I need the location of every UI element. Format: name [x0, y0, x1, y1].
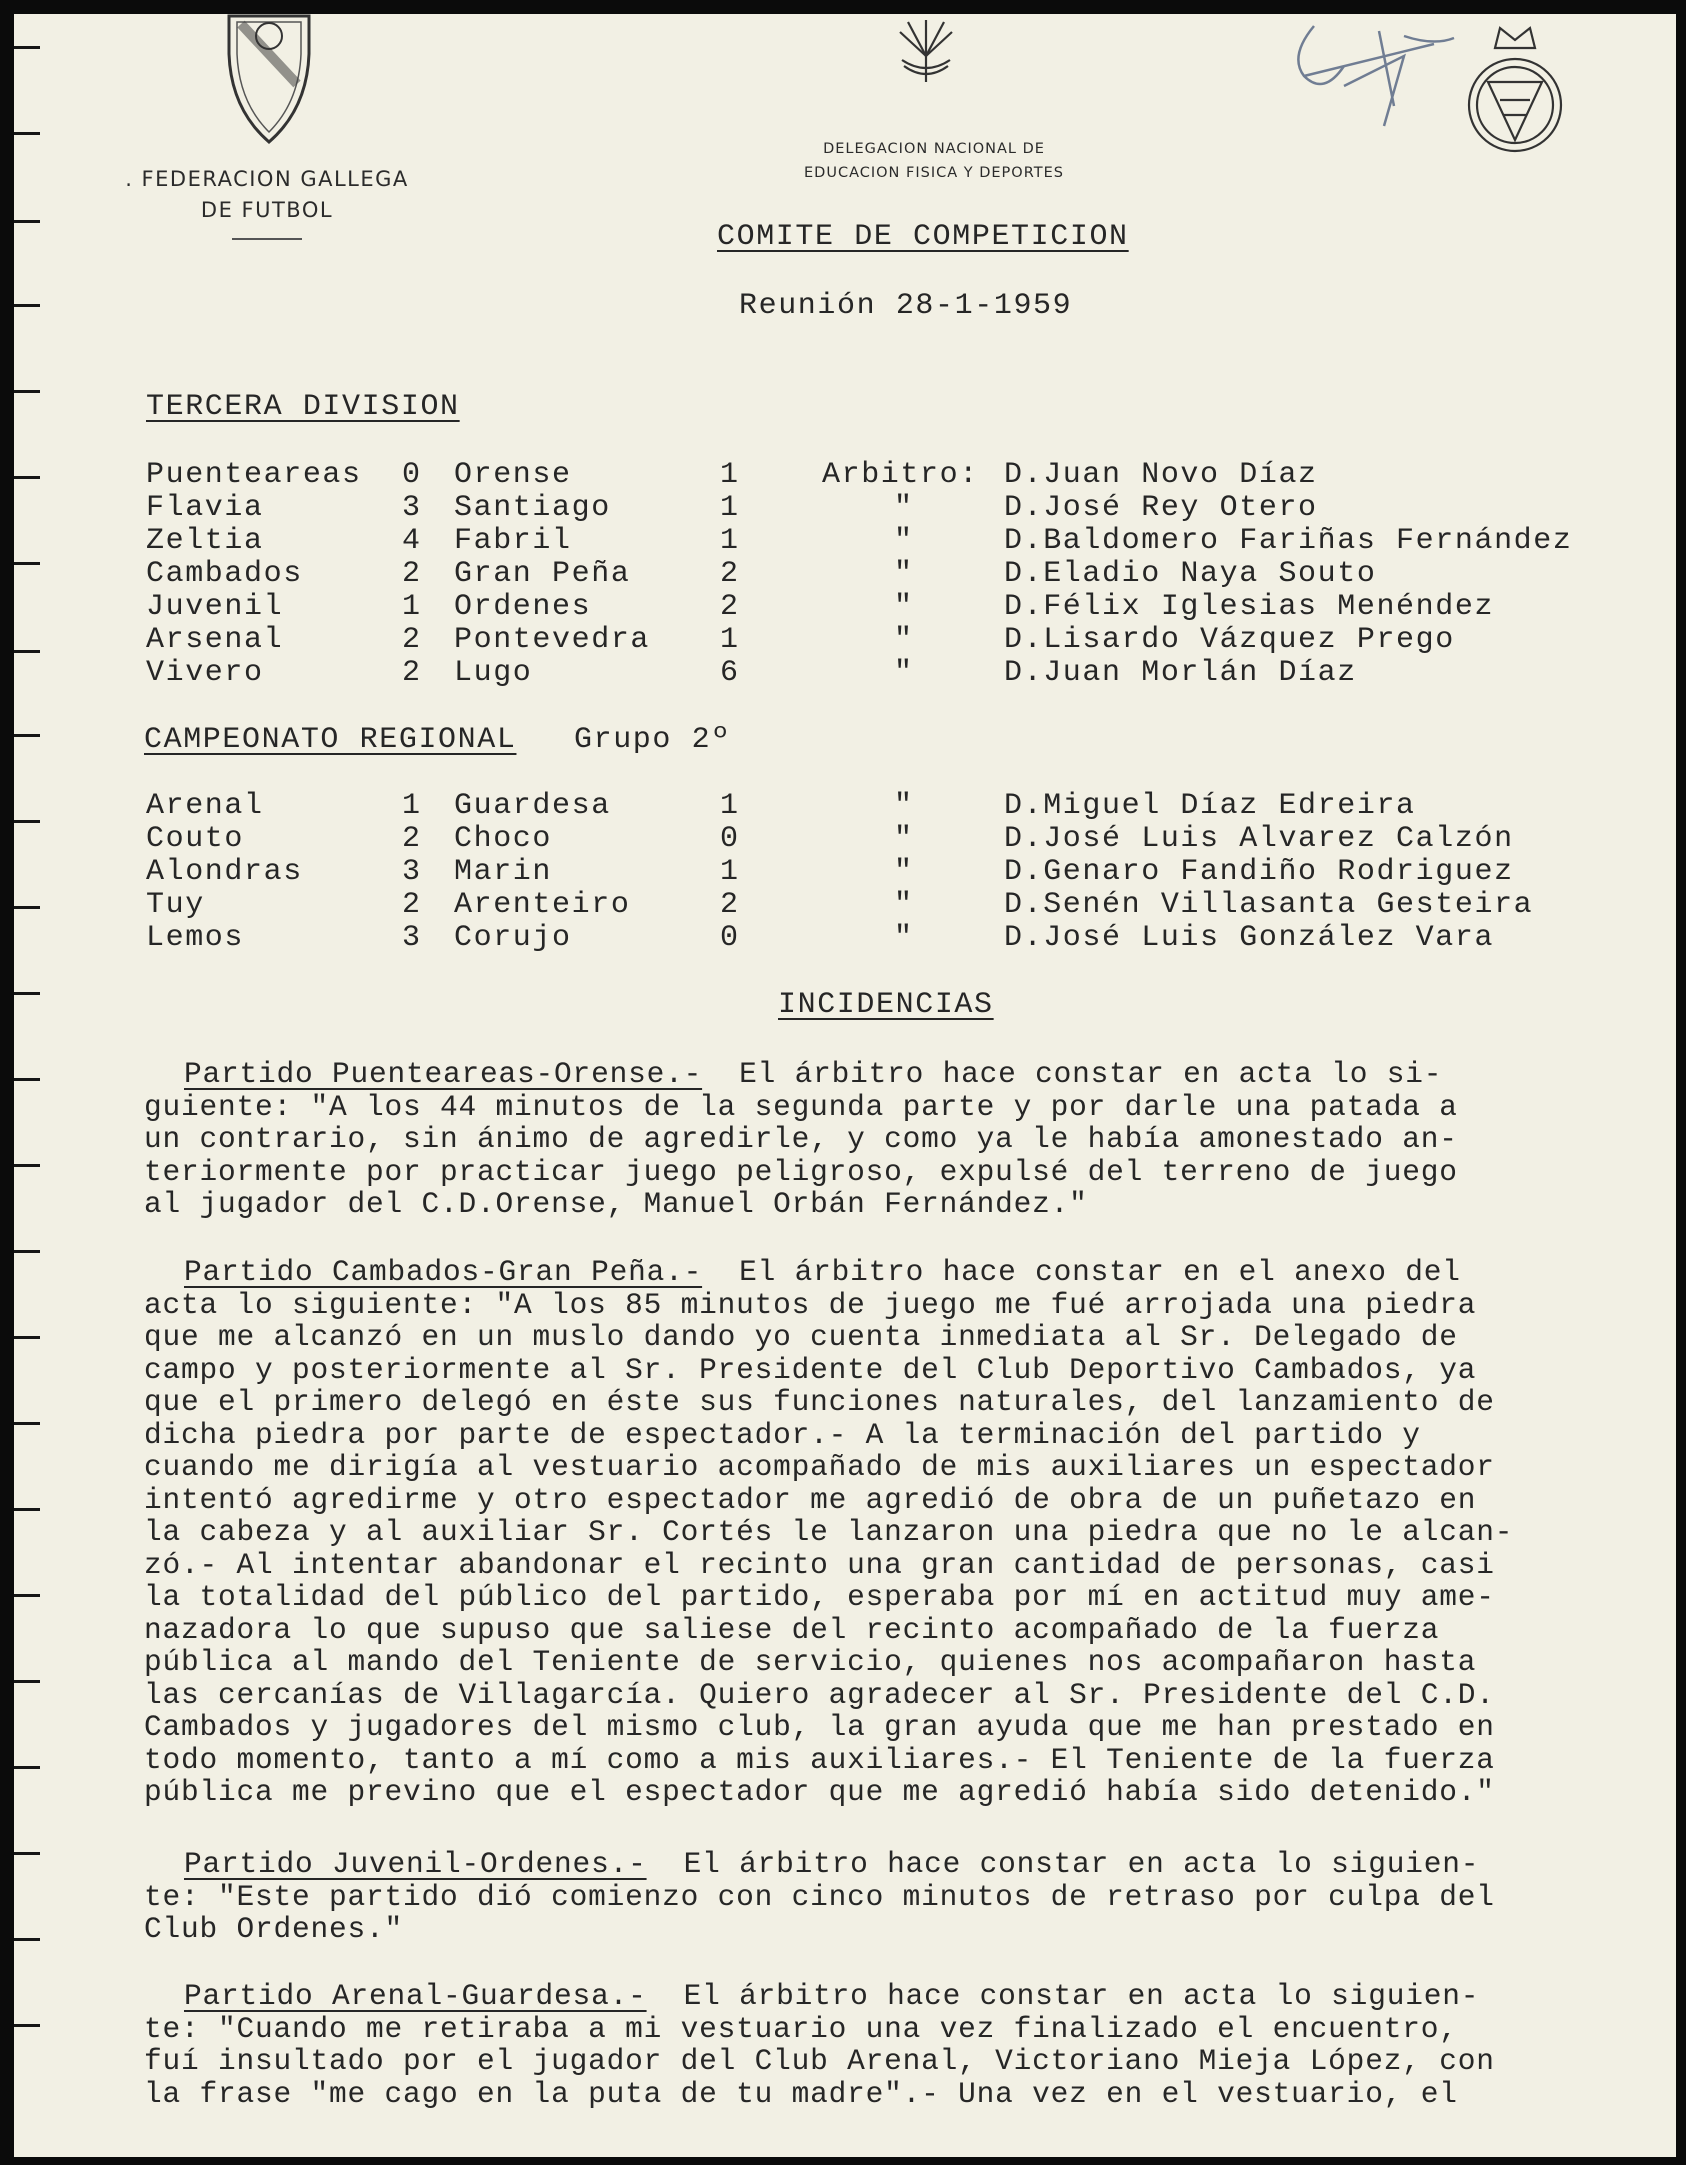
score-away: 0 [720, 921, 740, 955]
incident-line: guiente: "A los 44 minutos de la segunda parte y por darle una patada a [144, 1089, 1458, 1124]
incident-line: zó.- Al intentar abandonar el recinto una gran cantidad de personas, casi [144, 1547, 1495, 1582]
team-home: Juvenil [146, 590, 284, 624]
delegation-name [734, 137, 1134, 185]
score-home: 3 [402, 855, 422, 889]
incident-first-line: El árbitro hace constar en acta lo siguien- [646, 1847, 1480, 1881]
incident-puenteareas-orense [144, 1058, 1664, 1221]
team-home: Zeltia [146, 524, 264, 558]
team-away: Corujo [454, 921, 572, 955]
team-away: Guardesa [454, 789, 611, 823]
score-away: 1 [720, 623, 740, 657]
score-home: 2 [402, 557, 422, 591]
score-home: 3 [402, 491, 422, 525]
referee-name: D.José Luis González Vara [1004, 921, 1495, 955]
score-away: 2 [720, 590, 740, 624]
team-home: Lemos [146, 921, 245, 955]
incident-first-line: El árbitro hace constar en acta lo si- [702, 1057, 1443, 1091]
score-away: 1 [720, 855, 740, 889]
team-home: Arsenal [146, 623, 284, 657]
document-page [14, 14, 1676, 2157]
team-away: Choco [454, 822, 553, 856]
score-away: 2 [720, 557, 740, 591]
incident-first-line: El árbitro hace constar en el anexo del [702, 1255, 1461, 1289]
crowned-crest-icon [1460, 20, 1570, 162]
referee-name: D.Juan Novo Díaz [1004, 458, 1318, 492]
score-home: 2 [402, 822, 422, 856]
incident-line: la frase "me cago en la puta de tu madre".- Una vez en el vestuario, el [144, 2076, 1458, 2111]
incident-title: Partido Arenal-Guardesa.- [184, 1979, 647, 2013]
referee-name: D.Miguel Díaz Edreira [1004, 789, 1416, 823]
incident-title: Partido Juvenil-Ordenes.- [184, 1847, 647, 1881]
incident-line: un contrario, sin ánimo de agredirle, y como ya le había amonestado an- [144, 1122, 1458, 1156]
header-rule [232, 238, 302, 240]
referee-label: " [894, 921, 914, 955]
incident-line: teriormente por practicar juego peligroso, expulsé del terreno de juego [144, 1154, 1458, 1189]
incident-line: dicha piedra por parte de espectador.- A la terminación del partido y [144, 1417, 1421, 1452]
team-away: Arenteiro [454, 888, 631, 922]
incident-line: te: "Cuando me retiraba a mi vestuario una vez finalizado el encuentro, [144, 2011, 1458, 2046]
team-away: Fabril [454, 524, 572, 558]
referee-name: D.José Rey Otero [1004, 491, 1318, 525]
regional-heading: CAMPEONATO REGIONAL [144, 723, 517, 757]
incident-line: que me alcanzó en un muslo dando yo cuenta inmediata al Sr. Delegado de [144, 1320, 1458, 1354]
team-away: Pontevedra [454, 623, 651, 657]
team-away: Marin [454, 855, 553, 889]
federation-name [102, 164, 432, 240]
team-away: Gran Peña [454, 557, 631, 591]
incident-line: Cambados y jugadores del mismo club, la gran ayuda que me han prestado en [144, 1710, 1495, 1744]
handwritten-mark [1284, 16, 1474, 136]
score-away: 1 [720, 524, 740, 558]
referee-name: D.Senén Villasanta Gesteira [1004, 888, 1534, 922]
score-away: 1 [720, 458, 740, 492]
score-home: 1 [402, 590, 422, 624]
team-home: Vivero [146, 656, 264, 690]
federation-shield-icon [219, 14, 319, 144]
score-away: 1 [720, 789, 740, 823]
referee-name: D.José Luis Alvarez Calzón [1004, 822, 1514, 856]
referee-label: " [894, 656, 914, 690]
score-away: 0 [720, 822, 740, 856]
referee-name: D.Lisardo Vázquez Prego [1004, 623, 1455, 657]
incident-line: todo momento, tanto a mí como a mis auxiliares.- El Teniente de la fuerza [144, 1742, 1495, 1777]
incident-first-line: El árbitro hace constar en acta lo siguien- [646, 1979, 1480, 2013]
tercera-heading: TERCERA DIVISION [146, 390, 460, 424]
regional-group: Grupo 2º [574, 723, 731, 757]
incident-line: Club Ordenes." [144, 1912, 404, 1946]
referee-label: Arbitro: [822, 458, 979, 492]
team-home: Tuy [146, 888, 205, 922]
referee-name: D.Juan Morlán Díaz [1004, 656, 1357, 690]
team-away: Santiago [454, 491, 611, 525]
incident-juvenil-ordenes [144, 1848, 1664, 1946]
referee-label: " [894, 855, 914, 889]
referee-name: D.Eladio Naya Souto [1004, 557, 1377, 591]
delegation-line-2: EDUCACION FISICA Y DEPORTES [804, 165, 1064, 181]
incident-line: la totalidad del público del partido, esperaba por mí en actitud muy ame- [144, 1580, 1495, 1614]
score-home: 1 [402, 789, 422, 823]
referee-label: " [894, 524, 914, 558]
meeting-date: Reunión 28-1-1959 [739, 289, 1073, 323]
referee-name: D.Genaro Fandiño Rodriguez [1004, 855, 1514, 889]
team-home: Flavia [146, 491, 264, 525]
score-home: 3 [402, 921, 422, 955]
incident-line: las cercanías de Villagarcía. Quiero agradecer al Sr. Presidente del C.D. [144, 1677, 1495, 1712]
score-home: 0 [402, 458, 422, 492]
incident-line: que el primero delegó en éste sus funciones naturales, del lanzamiento de [144, 1385, 1495, 1419]
yoke-arrows-icon [890, 16, 962, 88]
incidencias-heading: INCIDENCIAS [778, 988, 994, 1022]
referee-label: " [894, 822, 914, 856]
team-home: Couto [146, 822, 245, 856]
incident-line: intentó agredirme y otro espectador me agredió de obra de un puñetazo en [144, 1482, 1477, 1517]
referee-label: " [894, 888, 914, 922]
delegation-line-1: DELEGACION NACIONAL DE [823, 141, 1045, 157]
referee-label: " [894, 590, 914, 624]
referee-label: " [894, 491, 914, 525]
score-away: 2 [720, 888, 740, 922]
incident-line: te: "Este partido dió comienzo con cinco minutos de retraso por culpa del [144, 1879, 1495, 1914]
team-away: Orense [454, 458, 572, 492]
federation-line-1: . FEDERACION GALLEGA [125, 167, 409, 191]
incident-line: pública me previno que el espectador que me agredió había sido detenido." [144, 1775, 1495, 1809]
score-home: 2 [402, 888, 422, 922]
committee-title: COMITE DE COMPETICION [717, 220, 1129, 254]
federation-line-2: DE FUTBOL [200, 198, 334, 222]
score-home: 2 [402, 656, 422, 690]
incident-line: cuando me dirigía al vestuario acompañado de mis auxiliares un espectador [144, 1450, 1495, 1484]
incident-line: la cabeza y al auxiliar Sr. Cortés le lanzaron una piedra que no le alcan- [144, 1515, 1514, 1549]
score-home: 4 [402, 524, 422, 558]
team-home: Alondras [146, 855, 303, 889]
incident-line: campo y posteriormente al Sr. Presidente del Club Deportivo Cambados, ya [144, 1352, 1477, 1387]
score-away: 6 [720, 656, 740, 690]
score-away: 1 [720, 491, 740, 525]
incident-line: nazadora lo que supuso que saliese del recinto acompañado de la fuerza [144, 1612, 1440, 1647]
incident-cambados-gran-pena [144, 1256, 1664, 1809]
team-away: Ordenes [454, 590, 592, 624]
referee-label: " [894, 789, 914, 823]
incident-arenal-guardesa [144, 1980, 1664, 2110]
team-away: Lugo [454, 656, 533, 690]
incident-line: al jugador del C.D.Orense, Manuel Orbán Fernández." [144, 1187, 1088, 1221]
team-home: Cambados [146, 557, 303, 591]
referee-label: " [894, 623, 914, 657]
incident-title: Partido Puenteareas-Orense.- [184, 1057, 703, 1091]
incident-line: pública al mando del Teniente de servicio, quienes nos acompañaron hasta [144, 1645, 1477, 1679]
team-home: Arenal [146, 789, 264, 823]
referee-name: D.Baldomero Fariñas Fernández [1004, 524, 1573, 558]
incident-title: Partido Cambados-Gran Peña.- [184, 1255, 703, 1289]
referee-name: D.Félix Iglesias Menéndez [1004, 590, 1495, 624]
team-home: Puenteareas [146, 458, 362, 492]
incident-line: fuí insultado por el jugador del Club Arenal, Victoriano Mieja López, con [144, 2044, 1495, 2078]
incident-line: acta lo siguiente: "A los 85 minutos de juego me fué arrojada una piedra [144, 1287, 1477, 1322]
score-home: 2 [402, 623, 422, 657]
referee-label: " [894, 557, 914, 591]
